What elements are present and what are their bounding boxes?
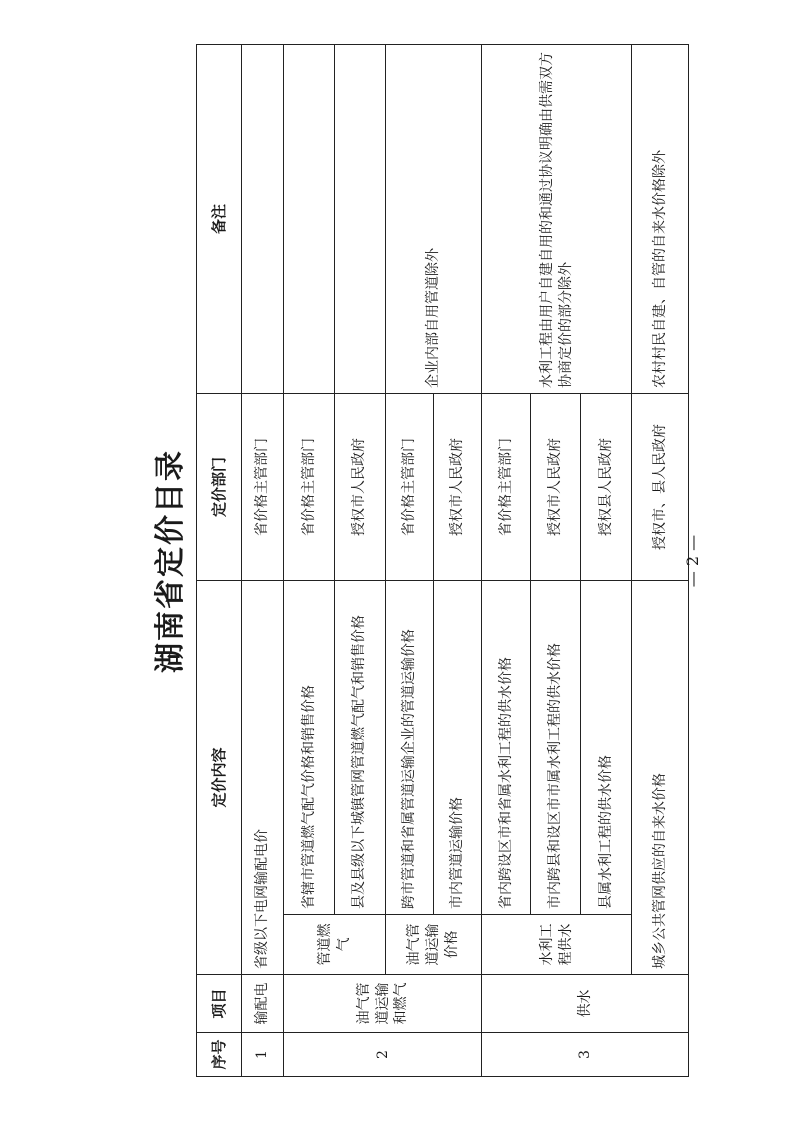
row-department: 授权市人民政府 xyxy=(434,393,482,580)
row-item: 输配电 xyxy=(242,975,284,1033)
header-no: 序号 xyxy=(197,1033,242,1077)
row-subitem: 管道燃气 xyxy=(284,915,385,975)
row-subitem: 水利工程供水 xyxy=(482,915,632,975)
row-no: 3 xyxy=(482,1033,689,1077)
table-header-row xyxy=(197,44,242,1076)
row-content: 县属水利工程的供水价格 xyxy=(581,580,632,914)
row-remarks xyxy=(284,44,335,393)
row-department: 省价格主管部门 xyxy=(482,393,530,580)
row-department: 授权市、县人民政府 xyxy=(632,393,689,580)
table-row xyxy=(482,44,530,1076)
row-content: 省辖市管道燃气配气价格和销售价格 xyxy=(284,580,335,914)
row-item: 供水 xyxy=(482,975,689,1033)
page-number: — 2 — xyxy=(683,534,702,588)
row-content: 市内跨县和设区市市属水利工程的供水价格 xyxy=(530,580,581,914)
row-remarks xyxy=(335,44,386,393)
row-department: 授权县人民政府 xyxy=(581,393,632,580)
header-department: 定价部门 xyxy=(197,393,242,580)
row-remarks xyxy=(242,44,284,393)
table-row xyxy=(385,44,433,1076)
row-department: 授权市人民政府 xyxy=(335,393,386,580)
row-department: 授权市人民政府 xyxy=(530,393,581,580)
row-department: 省价格主管部门 xyxy=(242,393,284,580)
row-content: 省级以下电网输配电价 xyxy=(242,580,284,974)
row-content: 县及县级以下城镇管网管道燃气配气和销售价格 xyxy=(335,580,386,914)
row-remarks: 企业内部自用管道除外 xyxy=(385,44,482,393)
header-content: 定价内容 xyxy=(197,580,242,974)
row-item: 油气管道运输和燃气 xyxy=(284,975,482,1033)
row-no: 1 xyxy=(242,1033,284,1077)
row-remarks: 水利工程由用户自建自用的和通过协议明确由供需双方协商定价的部分除外 xyxy=(482,44,632,393)
document-title: 湖南省定价目录 xyxy=(153,449,188,673)
row-no: 2 xyxy=(284,1033,482,1077)
row-department: 省价格主管部门 xyxy=(284,393,335,580)
row-content: 跨市管道和省属管道运输企业的管道运输价格 xyxy=(385,580,433,914)
row-remarks: 农村村民自建、自管的自来水价格除外 xyxy=(632,44,689,393)
row-subitem: 油气管道运输价格 xyxy=(385,915,482,975)
header-remarks: 备注 xyxy=(197,44,242,393)
row-content: 城乡公共管网供应的自来水价格 xyxy=(632,580,689,974)
table-row xyxy=(284,44,335,1076)
header-item: 项目 xyxy=(197,975,242,1033)
row-content: 市内管道运输价格 xyxy=(434,580,482,914)
table-row xyxy=(242,44,284,1076)
row-content: 省内跨设区市和省属水利工程的供水价格 xyxy=(482,580,530,914)
pricing-catalog-table xyxy=(196,44,689,1077)
table-row xyxy=(632,44,689,1076)
row-department: 省价格主管部门 xyxy=(385,393,433,580)
